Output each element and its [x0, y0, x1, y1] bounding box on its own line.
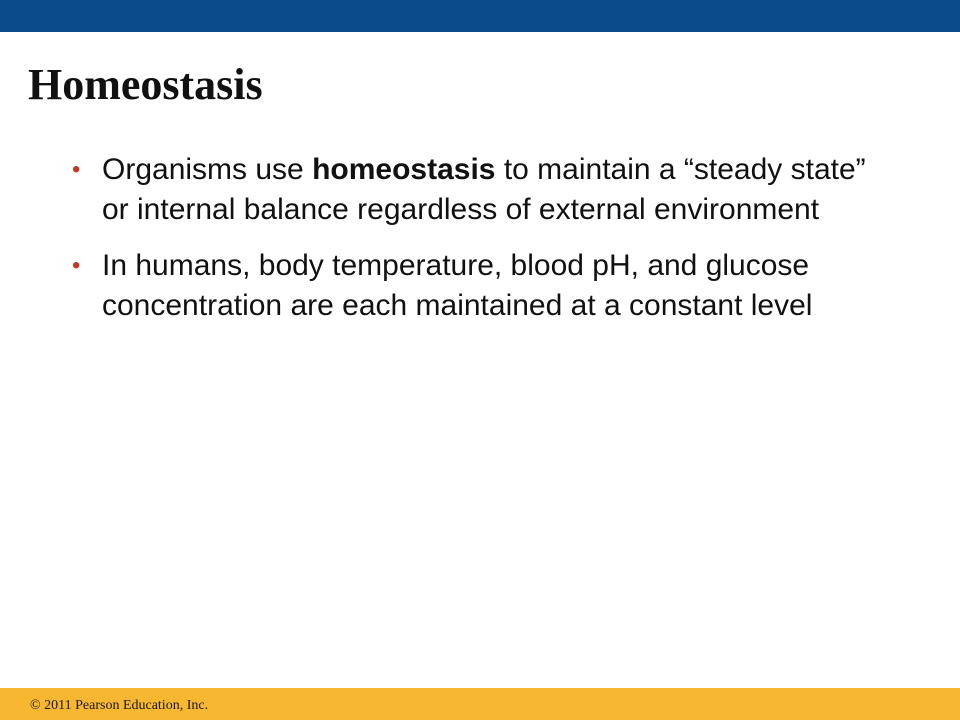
footer-banner [0, 688, 960, 720]
bullet-dot-icon: • [72, 156, 81, 183]
bullet-dot-icon: • [72, 252, 81, 279]
key-term: homeostasis [312, 153, 496, 186]
slide-title: Homeostasis [28, 60, 263, 109]
top-banner [0, 0, 960, 32]
bullet-item-homeostasis-definition [64, 150, 894, 230]
bullet-list [64, 150, 894, 342]
bullet-text: In humans, body temperature, blood pH, and glucose concentration are each maintained at a constant level [102, 249, 813, 322]
bullet-text-lead: Organisms use [102, 153, 313, 186]
copyright-notice: © 2011 Pearson Education, Inc. [30, 698, 209, 713]
bullet-item-human-examples [64, 246, 894, 326]
bullet-text-rest: to maintain a “steady state” or internal balance regardless of external environment [102, 153, 866, 226]
